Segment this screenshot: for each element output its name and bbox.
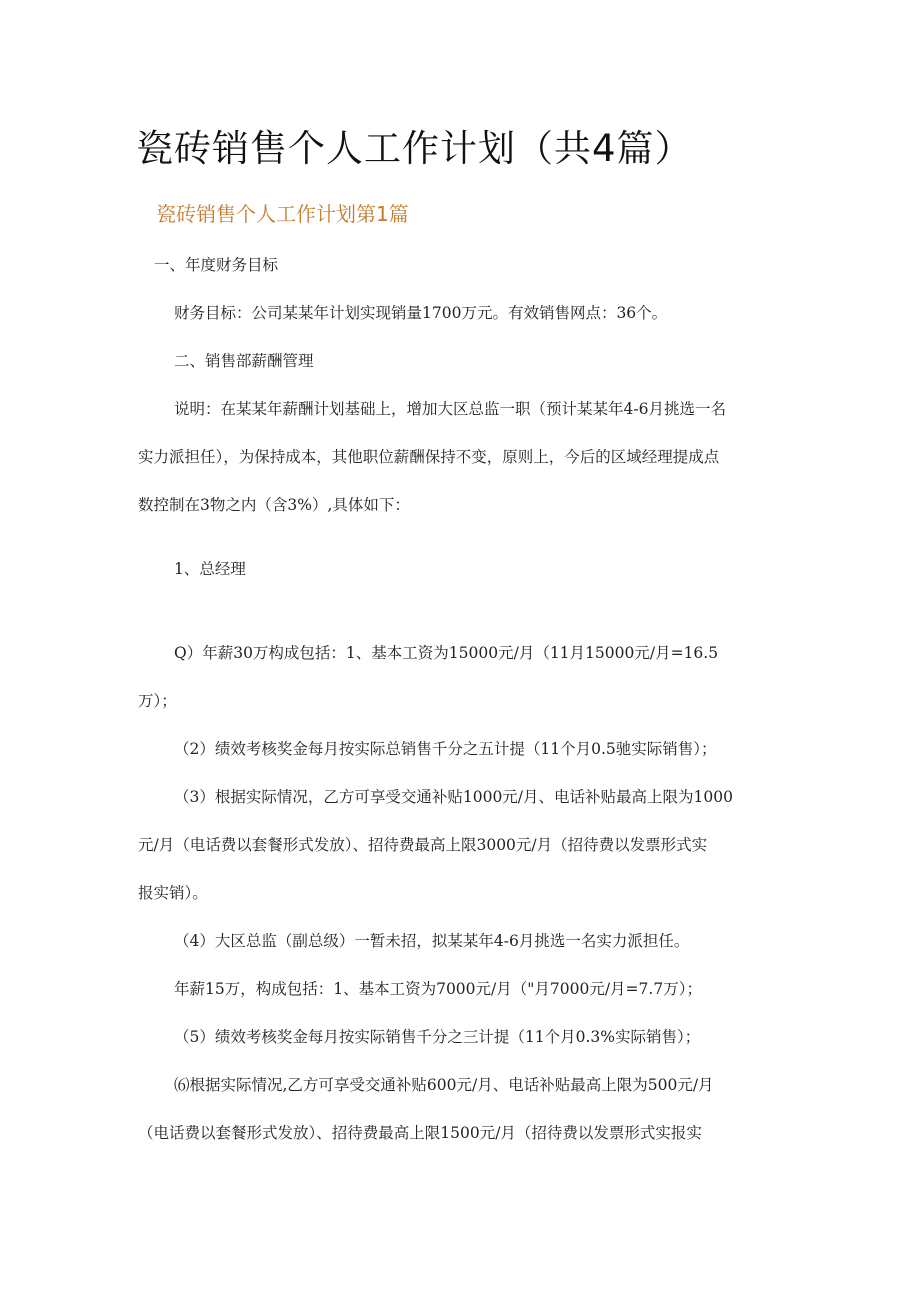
paragraph-director-salary: 年薪15万，构成包括：1、基本工资为7000元/月（"月7000元/月=7.7万）； — [174, 980, 702, 998]
paragraph-salary-line-2: 万）； — [138, 692, 177, 710]
heading-financial-goal: 一、年度财务目标 — [154, 256, 279, 274]
paragraph-compensation-line-3: 数控制在3物之内（含3%）,具体如下： — [138, 496, 410, 514]
section-heading: 瓷砖销售个人工作计划第1篇 — [156, 202, 409, 226]
paragraph-financial-goal: 财务目标：公司某某年计划实现销量1700万元。有效销售网点：36个。 — [174, 304, 668, 322]
paragraph-bonus: （2）绩效考核奖金每月按实际总销售千分之五计提（11个月0.5驰实际销售）； — [174, 740, 717, 758]
body-text — [138, 242, 786, 1156]
paragraph-director-bonus: （5）绩效考核奖金每月按实际销售千分之三计提（11个月0.3%实际销售）； — [174, 1028, 701, 1046]
paragraph-regional-director: （4）大区总监（副总级）一暂未招，拟某某年4-6月挑选一名实力派担任。 — [174, 932, 690, 950]
paragraph-director-allowance-line-1: ⑹根据实际情况,乙方可享受交通补贴600元/月、电话补贴最高上限为500元/月 — [174, 1076, 714, 1094]
heading-general-manager: 1、总经理 — [174, 560, 246, 578]
paragraph-allowance-line-2: 元/月（电话费以套餐形式发放）、招待费最高上限3000元/月（招待费以发票形式实 — [138, 836, 708, 854]
document-title: 瓷砖销售个人工作计划（共4篇） — [136, 127, 693, 170]
paragraph-allowance-line-1: （3）根据实际情况，乙方可享受交通补贴1000元/月、电话补贴最高上限为1000 — [174, 788, 733, 806]
paragraph-salary-line-1: Q）年薪30万构成包括：1、基本工资为15000元/月（11月15000元/月=16.5 — [174, 644, 719, 662]
paragraph-compensation-line-1: 说明：在某某年薪酬计划基础上，增加大区总监一职（预计某某年4-6月挑选一名 — [174, 400, 726, 418]
heading-sales-compensation: 二、销售部薪酬管理 — [174, 352, 314, 370]
paragraph-director-allowance-line-2: （电话费以套餐形式发放）、招待费最高上限1500元/月（招待费以发票形式实报实 — [138, 1124, 702, 1142]
paragraph-compensation-line-2: 实力派担任），为保持成本，其他职位薪酬保持不变，原则上，今后的区域经理提成点 — [138, 448, 720, 466]
paragraph-allowance-line-3: 报实销）。 — [138, 884, 208, 902]
